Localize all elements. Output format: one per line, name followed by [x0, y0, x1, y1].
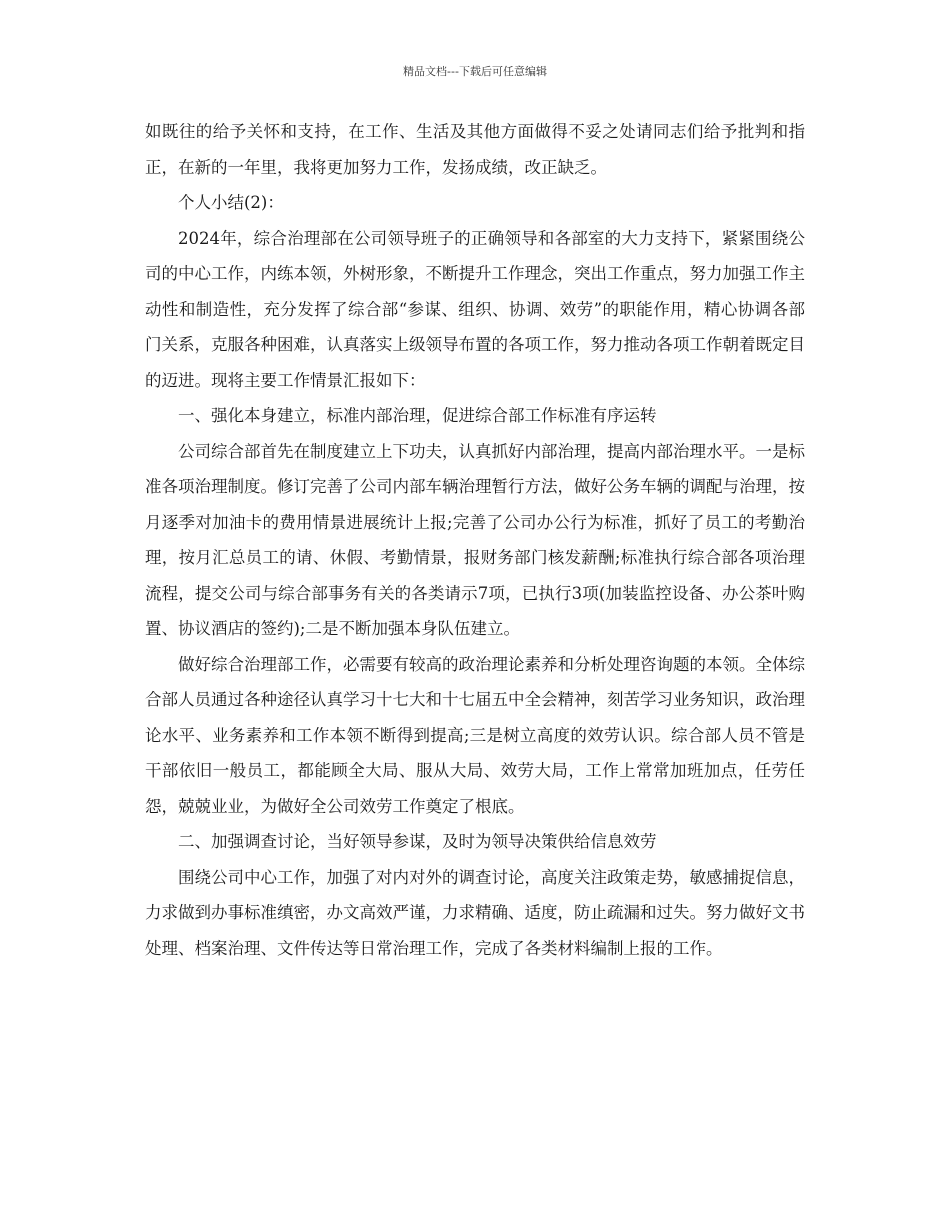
section-heading-two: 二、加强调查讨论，当好领导参谋，及时为领导决策供给信息效劳: [178, 832, 657, 851]
page-header: 精品文档---下载后可任意编辑: [403, 65, 547, 78]
section-heading-personal-summary: 个人小结(2)：: [178, 193, 284, 212]
paragraph-research: 围绕公司中心工作，加强了对内对外的调查讨论，高度关注政策走势，敏感捕捉信息，力求做到办事标准缜密，办文高效严谨，力求精确、适度，防止疏漏和过失。努力做好文书处理、档案治理、文件传达等日常治理工作，完成了各类材料编制上报的工作。: [145, 867, 805, 958]
paragraph-internal-management: 公司综合部首先在制度建立上下功夫，认真抓好内部治理，提高内部治理水平。一是标准各项治理制度。修订完善了公司内部车辆治理暂行方法，做好公务车辆的调配与治理，按月逐季对加油卡的费用情景进展统计上报;完善了公司办公行为标准，抓好了员工的考勤治理，按月汇总员工的请、休假、考勤情景，报财务部门核发薪酬;标准执行综合部各项治理流程，提交公司与综合部事务有关的各类请示7项，已执行3项(加装监控设备、办公茶叶购置、协议酒店的签约);二是不断加强本身队伍建立。: [145, 441, 805, 638]
paragraph-intro: 2024年，综合治理部在公司领导班子的正确领导和各部室的大力支持下，紧紧围绕公司的中心工作，内练本领，外树形象，不断提升工作理念，突出工作重点，努力加强工作主动性和制造性，充分发挥了综合部“参谋、组织、协调、效劳”的职能作用，精心协调各部门关系，克服各种困难，认真落实上级领导布置的各项工作，努力推动各项工作朝着既定目的迈进。现将主要工作情景汇报如下：: [145, 228, 805, 390]
document-body: [145, 114, 805, 966]
paragraph-team-quality: 做好综合治理部工作，必需要有较高的政治理论素养和分析处理咨询题的本领。全体综合部人员通过各种途径认真学习十七大和十七届五中全会精神，刻苦学习业务知识，政治理论水平、业务素养和工作本领不断得到提高;三是树立高度的效劳认识。综合部人员不管是干部依旧一般员工，都能顾全大局、服从大局、效劳大局，工作上常常加班加点，任劳任怨，兢兢业业，为做好全公司效劳工作奠定了根底。: [145, 654, 805, 816]
section-heading-one: 一、强化本身建立，标准内部治理，促进综合部工作标准有序运转: [178, 406, 657, 425]
paragraph-continuation: 如既往的给予关怀和支持，在工作、生活及其他方面做得不妥之处请同志们给予批判和指正，在新的一年里，我将更加努力工作，发扬成绩，改正缺乏。: [145, 122, 805, 177]
